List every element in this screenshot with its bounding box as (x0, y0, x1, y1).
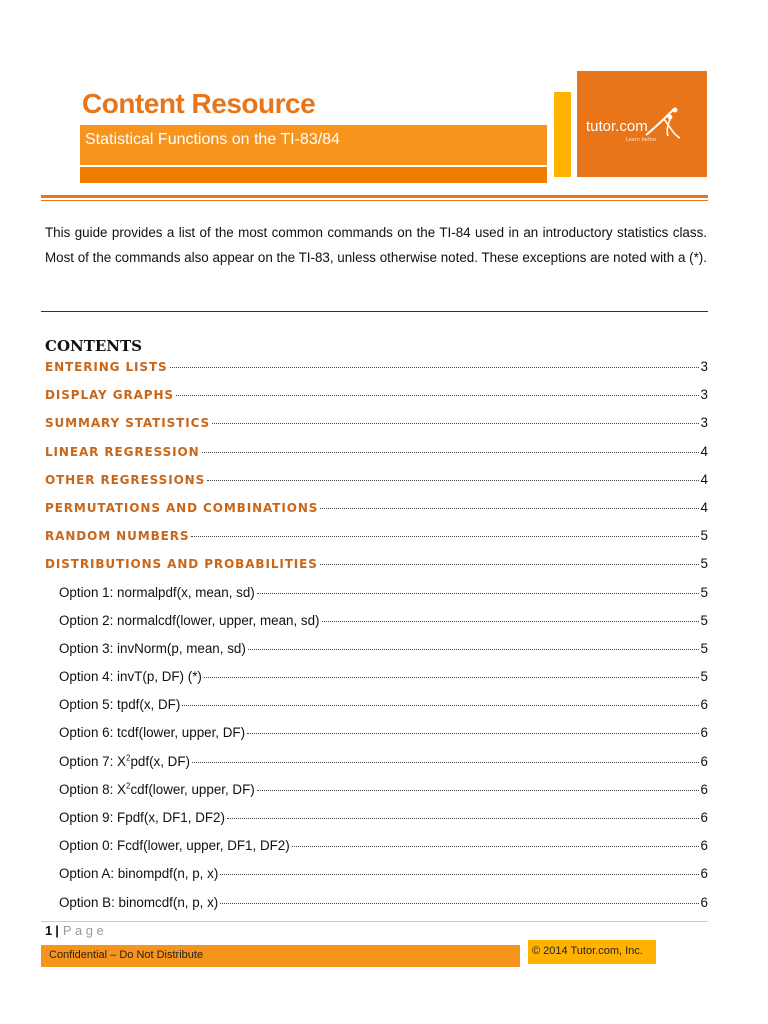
header-rule (41, 195, 708, 198)
toc-entry-entering-lists[interactable] (45, 359, 708, 387)
toc-entry-label: DISTRIBUTIONS AND PROBABILITIES (45, 557, 318, 572)
toc-entry-label: Option 6: tcdf(lower, upper, DF) (59, 725, 246, 741)
subtitle-band (80, 125, 547, 165)
logo-tagline: Learn better (626, 137, 657, 143)
toc-entry-label: Option 9: Fpdf(x, DF1, DF2) (59, 810, 225, 825)
toc-page-number: 6 (700, 838, 708, 854)
toc-entry-label: SUMMARY STATISTICS (45, 416, 211, 431)
toc-entry-permutations-and-combinations[interactable] (45, 500, 708, 528)
toc-label-text: Option 8: X (59, 781, 126, 797)
toc-entry-option-6[interactable] (45, 725, 708, 753)
toc-page-number: 6 (700, 753, 708, 769)
toc-page-number: 4 (700, 443, 708, 459)
toc-page-number: 5 (700, 612, 708, 628)
toc-entry-random-numbers[interactable] (45, 528, 708, 556)
toc-entry-label (59, 754, 190, 769)
toc-label-text: Option 7: X (59, 753, 126, 769)
toc-entry-label: Option 4: invT(p, DF) (*) (59, 669, 202, 685)
toc-entry-label: PERMUTATIONS AND COMBINATIONS (45, 500, 319, 515)
toc-entry-label: DISPLAY GRAPHS (45, 388, 174, 403)
toc-leader-dots (320, 508, 698, 509)
toc-entry-label: ENTERING LISTS (45, 360, 168, 374)
toc-leader-dots (170, 367, 699, 368)
toc-entry-option-0[interactable] (45, 838, 708, 866)
toc-page-number: 6 (700, 781, 708, 797)
toc-page-number: 3 (700, 415, 708, 431)
toc-entry-label: LINEAR REGRESSION (45, 444, 200, 459)
header-accent-strip (80, 167, 547, 183)
toc-page-number: 5 (700, 584, 708, 600)
toc-entry-summary-statistics[interactable] (45, 415, 708, 443)
toc-page-number: 4 (700, 471, 708, 487)
copyright-text: © 2014 Tutor.com, Inc. (532, 945, 643, 957)
toc-entry-distributions-and-probabilities[interactable] (45, 556, 708, 584)
toc-leader-dots (322, 621, 699, 622)
toc-page-number: 6 (700, 810, 708, 825)
toc-entry-option-8[interactable] (45, 782, 708, 810)
toc-entry-label: Option 1: normalpdf(x, mean, sd) (59, 584, 255, 600)
toc-leader-dots (176, 395, 699, 396)
header-yellow-bar (554, 92, 571, 177)
toc-leader-dots (202, 452, 699, 453)
toc-entry-option-b[interactable] (45, 895, 708, 923)
toc-entry-label: Option 3: invNorm(p, mean, sd) (59, 640, 246, 656)
tutor-logo (577, 71, 707, 177)
toc-entry-label: Option 2: normalcdf(lower, upper, mean, sd) (59, 612, 320, 628)
toc-page-number: 5 (700, 669, 708, 685)
toc-entry-label: Option A: binompdf(n, p, x) (59, 866, 219, 882)
toc-page-number: 6 (700, 725, 708, 741)
toc-page-number: 6 (700, 866, 708, 882)
toc-leader-dots (220, 903, 698, 904)
superscript-2: 2 (126, 753, 131, 763)
toc-page-number: 5 (700, 528, 708, 544)
page-word: Page (62, 923, 108, 938)
toc-leader-dots (191, 536, 698, 537)
header-rule-thin (41, 200, 708, 201)
toc-entry-label: Option 0: Fcdf(lower, upper, DF1, DF2) (59, 838, 290, 854)
toc-entry-label: OTHER REGRESSIONS (45, 472, 206, 487)
toc-entry-label (59, 782, 255, 797)
toc-entry-option-9[interactable] (45, 810, 708, 838)
toc-page-number: 5 (700, 556, 708, 572)
toc-leader-dots (220, 874, 698, 875)
copyright-notice (528, 940, 656, 964)
intro-paragraph: This guide provides a list of the most common commands on the TI-84 used in an introductory statistics class. Most of the commands also appear on the TI-83, unless otherwise noted. These exceptions are noted with a (*). (45, 225, 707, 265)
toc-page-number: 3 (700, 387, 708, 403)
contents-heading: CONTENTS (45, 337, 143, 355)
toc-leader-dots (248, 649, 699, 650)
document-title: Content Resource (82, 88, 316, 119)
page-number: 1 (45, 923, 53, 938)
toc-entry-option-a[interactable] (45, 866, 708, 894)
toc-entry-label: Option 5: tpdf(x, DF) (59, 697, 181, 713)
toc-entry-option-1[interactable] (45, 585, 708, 613)
toc-entry-option-7[interactable] (45, 754, 708, 782)
toc-page-number: 3 (700, 359, 708, 374)
toc-page-number: 4 (700, 499, 708, 515)
table-of-contents (45, 359, 708, 923)
page-number-marker (45, 923, 107, 939)
toc-entry-display-graphs[interactable] (45, 387, 708, 415)
toc-label-text: pdf(x, DF) (130, 753, 190, 769)
toc-leader-dots (257, 593, 699, 594)
toc-leader-dots (207, 480, 698, 481)
toc-leader-dots (212, 423, 698, 424)
toc-leader-dots (247, 733, 698, 734)
toc-leader-dots (192, 762, 699, 763)
toc-entry-option-5[interactable] (45, 697, 708, 725)
footer-rule (41, 921, 708, 922)
toc-entry-label: RANDOM NUMBERS (45, 529, 190, 544)
superscript-2: 2 (126, 781, 131, 791)
confidential-text: Confidential – Do Not Distribute (49, 949, 204, 961)
toc-leader-dots (320, 564, 699, 565)
toc-page-number: 6 (700, 697, 708, 713)
toc-leader-dots (227, 818, 699, 819)
toc-entry-option-4[interactable] (45, 669, 708, 697)
toc-entry-option-2[interactable] (45, 613, 708, 641)
toc-entry-other-regressions[interactable] (45, 472, 708, 500)
logo-wordmark: tutor.com (586, 118, 648, 135)
toc-entry-linear-regression[interactable] (45, 444, 708, 472)
toc-leader-dots (182, 705, 698, 706)
toc-page-number: 5 (700, 640, 708, 656)
toc-page-number: 6 (700, 894, 708, 910)
toc-leader-dots (292, 846, 699, 847)
tutor-figure-icon (644, 105, 686, 141)
toc-entry-label: Option B: binomcdf(n, p, x) (59, 894, 219, 910)
toc-entry-option-3[interactable] (45, 641, 708, 669)
toc-leader-dots (257, 790, 699, 791)
toc-label-text: cdf(lower, upper, DF) (130, 781, 255, 797)
page-separator: | (55, 923, 59, 938)
confidential-notice (41, 945, 520, 967)
section-divider (41, 311, 708, 312)
document-subtitle: Statistical Functions on the TI-83/84 (85, 131, 340, 148)
toc-leader-dots (204, 677, 699, 678)
